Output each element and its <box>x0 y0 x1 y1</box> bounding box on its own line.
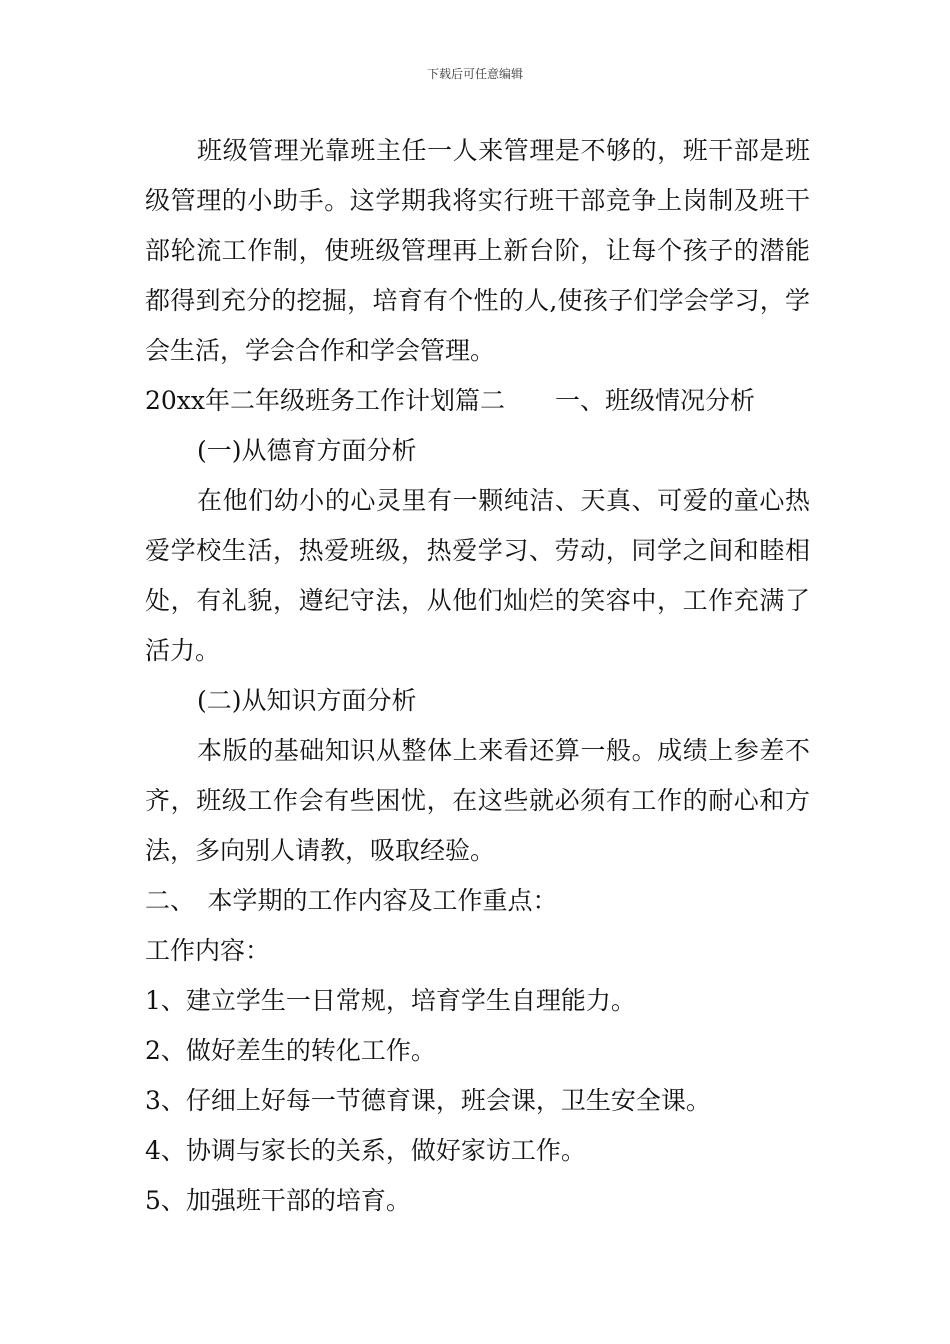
section-heading-work-focus: 二、 本学期的工作内容及工作重点： <box>145 886 558 915</box>
subheading-knowledge: (二)从知识方面分析 <box>197 686 417 715</box>
work-content-label: 工作内容： <box>145 936 271 965</box>
subheading-moral-education: (一)从德育方面分析 <box>197 436 417 465</box>
page-header-note: 下载后可任意编辑 <box>426 67 523 81</box>
document-title-line: 20xx年二年级班务工作计划篇二 一、班级情况分析 <box>145 386 756 415</box>
list-item: 4、协调与家长的关系，做好家访工作。 <box>145 1136 586 1165</box>
list-item: 3、仔细上好每一节德育课，班会课，卫生安全课。 <box>145 1086 711 1115</box>
paragraph-knowledge-analysis: 本版的基础知识从整体上来看还算一般。成绩上参差不齐，班级工作会有些困忧，在这些就必须有工作的耐心和方法，多向别人请教，吸取经验。 <box>145 736 810 865</box>
list-item: 1、建立学生一日常规，培育学生自理能力。 <box>145 986 636 1015</box>
list-item: 2、做好差生的转化工作。 <box>145 1036 436 1065</box>
document-body <box>145 126 810 1226</box>
paragraph-moral-analysis: 在他们幼小的心灵里有一颗纯洁、天真、可爱的童心热爱学校生活，热爱班级，热爱学习、劳动，同学之间和睦相处，有礼貌，遵纪守法，从他们灿烂的笑容中，工作充满了活力。 <box>145 486 810 665</box>
paragraph-class-management: 班级管理光靠班主任一人来管理是不够的，班干部是班级管理的小助手。这学期我将实行班干部竞争上岗制及班干部轮流工作制，使班级管理再上新台阶，让每个孩子的潜能都得到充分的挖掘，培育有个性的人,使孩子们学会学习，学会生活，学会合作和学会管理。 <box>145 136 810 365</box>
list-item: 5、加强班干部的培育。 <box>145 1186 411 1215</box>
